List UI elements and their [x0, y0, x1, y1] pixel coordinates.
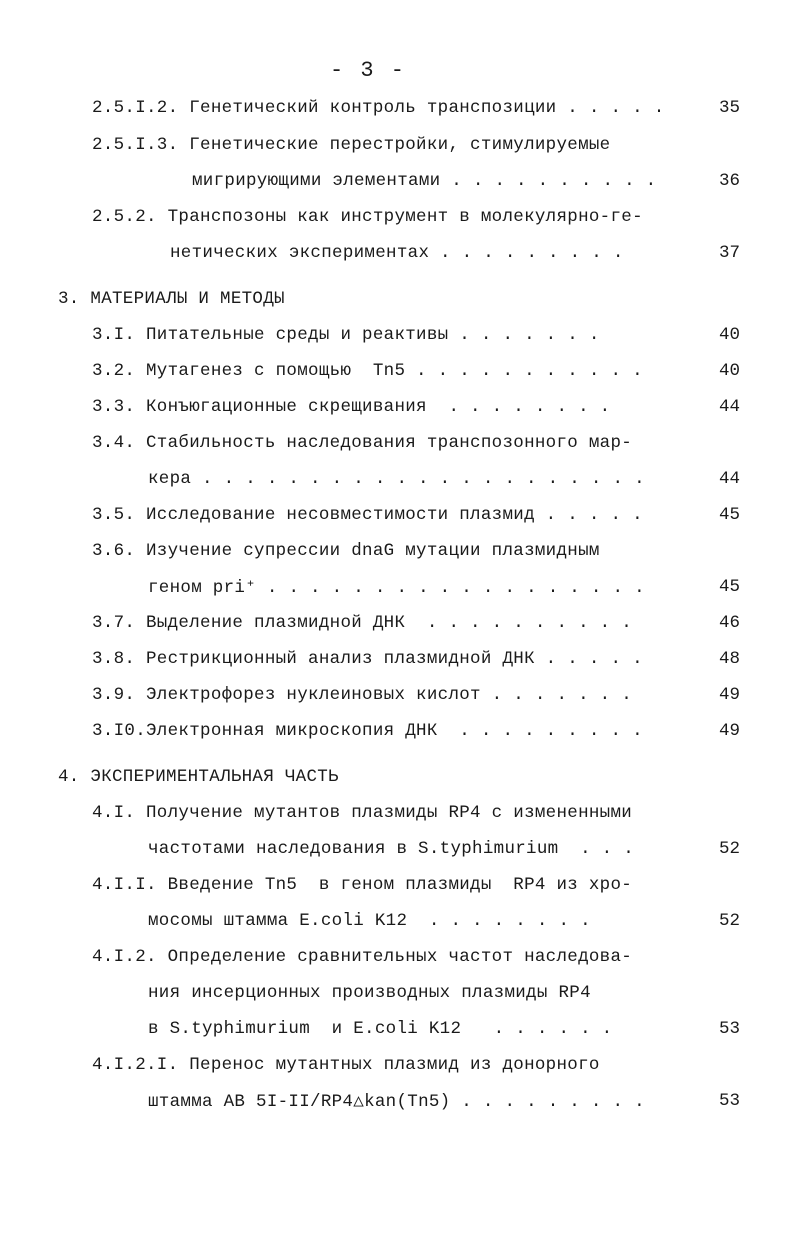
toc-page-number: 48	[718, 649, 740, 669]
toc-page-number: 46	[718, 613, 740, 633]
toc-page-number: 44	[718, 469, 740, 489]
toc-page-number: 44	[718, 397, 740, 417]
toc-entry-4-1: 4.I. Получение мутантов плазмиды RP4 с измененными	[92, 803, 633, 823]
toc-page-number: 40	[718, 325, 740, 345]
toc-entry-continuation: мосомы штамма E.coli K12 . . . . . . . .	[148, 911, 591, 931]
toc-entry-3-6: 3.6. Изучение супрессии dnaG мутации плазмидным	[92, 541, 600, 561]
toc-entry-3-9: 3.9. Электрофорез нуклеиновых кислот . . . . . . .	[92, 685, 633, 705]
toc-entry-2-5-2: 2.5.2. Транспозоны как инструмент в молекулярно-ге-	[92, 207, 643, 227]
toc-page-number: 53	[718, 1091, 740, 1111]
toc-entry-2-5-1-3: 2.5.I.3. Генетические перестройки, стимулируемые	[92, 135, 611, 155]
section-heading-4: 4. ЭКСПЕРИМЕНТАЛЬНАЯ ЧАСТЬ	[58, 767, 339, 787]
toc-page-number: 53	[718, 1019, 740, 1039]
toc-page-number: 37	[718, 243, 740, 263]
section-heading-3: 3. МАТЕРИАЛЫ И МЕТОДЫ	[58, 289, 285, 309]
toc-entry-3-4: 3.4. Стабильность наследования транспозонного мар-	[92, 433, 633, 453]
toc-page-number: 52	[718, 839, 740, 859]
toc-entry-3-2: 3.2. Мутагенез с помощью Tn5 . . . . . . . . . . .	[92, 361, 643, 381]
toc-page-number: 36	[718, 171, 740, 191]
toc-entry-3-8: 3.8. Рестрикционный анализ плазмидной ДНК . . . . .	[92, 649, 643, 669]
toc-entry-continuation: штамма АВ 5I-II/RP4△kan(Tn5) . . . . . . . . .	[148, 1092, 645, 1112]
toc-entry-3-3: 3.3. Конъюгационные скрещивания . . . . . . . .	[92, 397, 611, 417]
toc-entry-continuation: в S.typhimurium и E.coli K12 . . . . . .	[148, 1019, 613, 1039]
toc-entry-2-5-1-2: 2.5.I.2. Генетический контроль транспозиции . . . . .	[92, 98, 665, 118]
toc-page-number: 49	[718, 685, 740, 705]
toc-entry-continuation: частотами наследования в S.typhimurium . . .	[148, 839, 635, 859]
page-number: - 3 -	[330, 58, 407, 83]
toc-entry-4-1-2-1: 4.I.2.I. Перенос мутантных плазмид из донорного	[92, 1055, 600, 1075]
toc-entry-3-1: 3.I. Питательные среды и реактивы . . . . . . .	[92, 325, 600, 345]
toc-entry-3-10: 3.I0.Электронная микроскопия ДНК . . . . . . . . .	[92, 721, 643, 741]
toc-entry-3-7: 3.7. Выделение плазмидной ДНК . . . . . . . . . .	[92, 613, 633, 633]
toc-page-number: 49	[718, 721, 740, 741]
toc-page-number: 45	[718, 577, 740, 597]
toc-page-number: 40	[718, 361, 740, 381]
toc-entry-3-5: 3.5. Исследование несовместимости плазмид . . . . .	[92, 505, 643, 525]
toc-entry-continuation: геном pri⁺ . . . . . . . . . . . . . . . . . .	[148, 578, 645, 598]
toc-entry-continuation: кера . . . . . . . . . . . . . . . . . . . . .	[148, 469, 645, 489]
toc-page-number: 52	[718, 911, 740, 931]
toc-entry-continuation: ния инсерционных производных плазмиды RP4	[148, 983, 591, 1003]
toc-entry-continuation: мигрирующими элементами . . . . . . . . . .	[192, 171, 657, 191]
toc-entry-4-1-1: 4.I.I. Введение Tn5 в геном плазмиды RP4 из хро-	[92, 875, 633, 895]
toc-page-number: 45	[718, 505, 740, 525]
toc-entry-4-1-2: 4.I.2. Определение сравнительных частот наследова-	[92, 947, 633, 967]
toc-page-number: 35	[718, 98, 740, 118]
toc-entry-continuation: нетических экспериментах . . . . . . . . .	[170, 243, 624, 263]
